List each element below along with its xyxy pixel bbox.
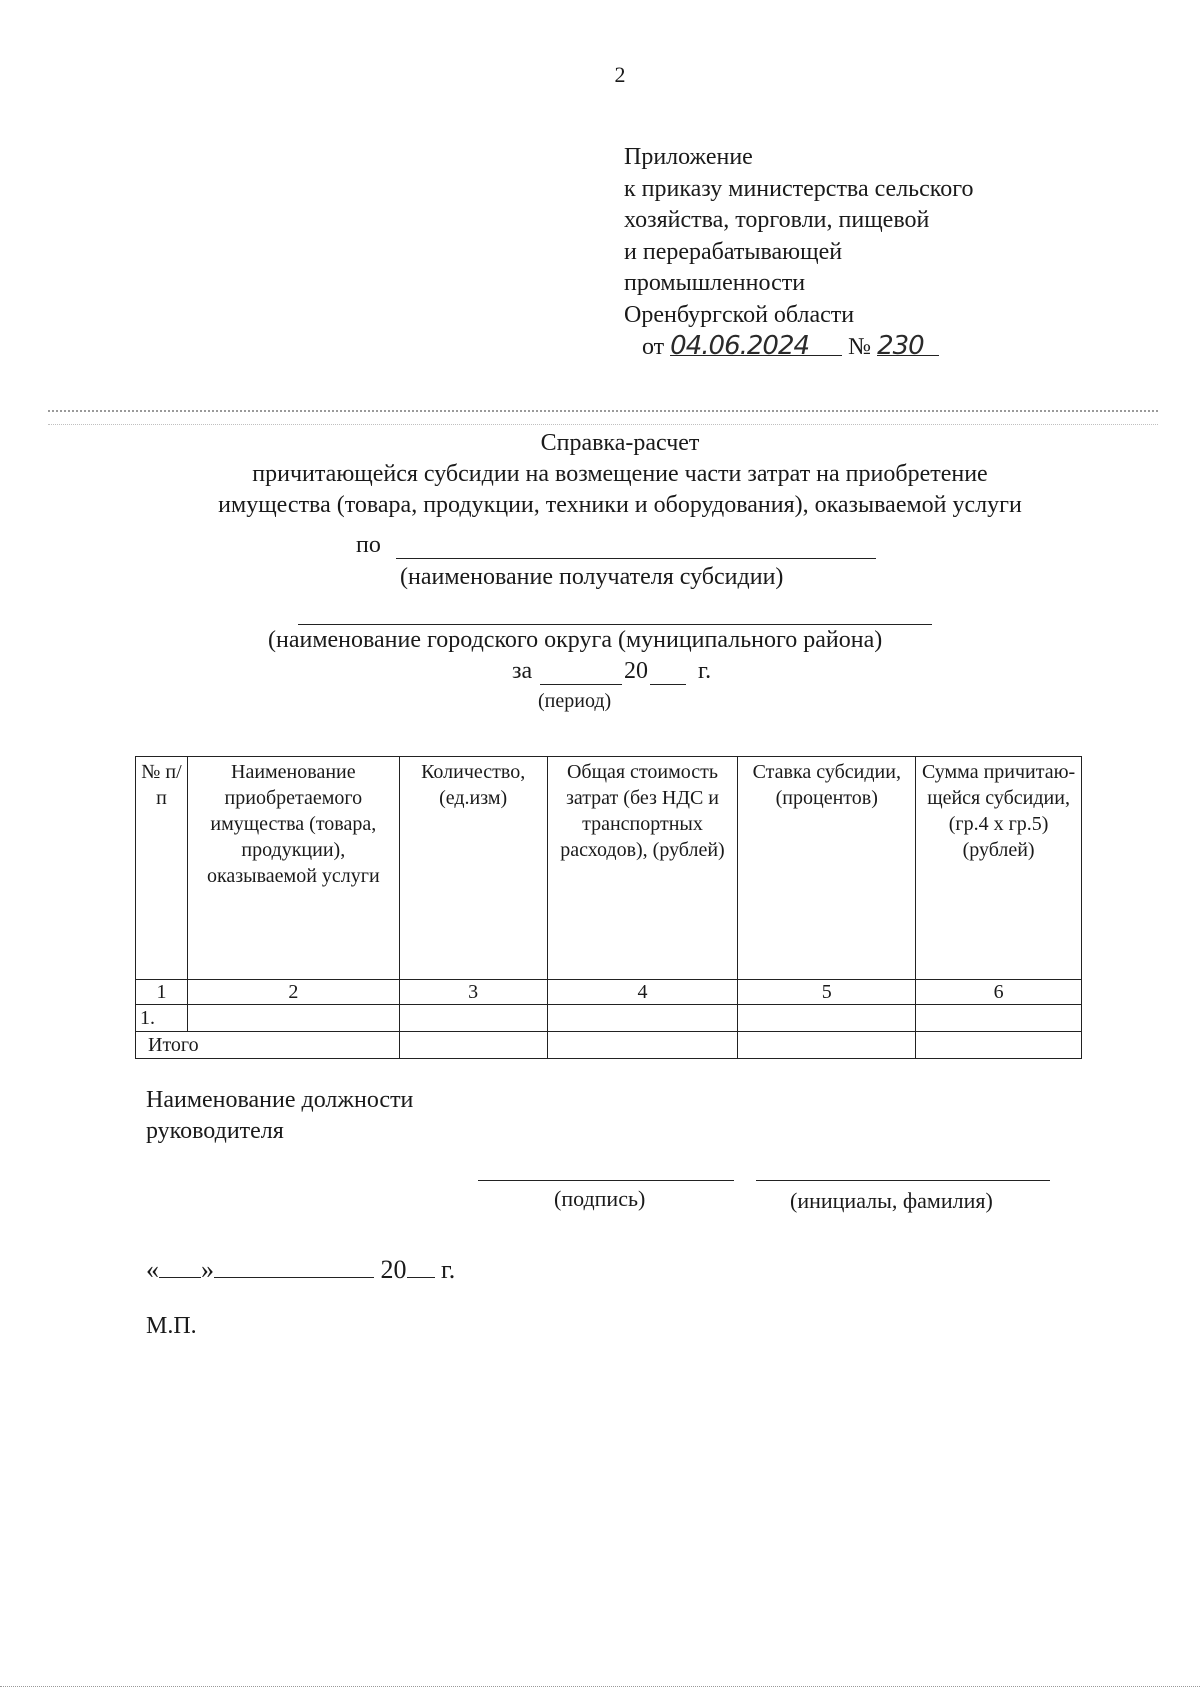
annex-date-value: 04.06.2024 xyxy=(670,331,842,356)
table-column-numbers-row xyxy=(136,980,1082,1005)
day-blank xyxy=(159,1253,201,1278)
recipient-line xyxy=(396,558,876,559)
annex-block xyxy=(624,142,973,364)
position-title-line: руководителя xyxy=(146,1118,284,1144)
name-caption: (инициалы, фамилия) xyxy=(790,1188,993,1213)
column-header-item-name: Наименование приобретаемого имущества (товара, продукции), оказываемой услуги xyxy=(187,757,399,980)
table-cell xyxy=(547,1005,738,1032)
separator-line xyxy=(48,424,1158,425)
date-open-quote: « xyxy=(146,1255,159,1284)
column-number: 2 xyxy=(187,980,399,1005)
stamp-place: М.П. xyxy=(146,1313,197,1339)
column-number: 6 xyxy=(916,980,1082,1005)
date-line xyxy=(146,1253,455,1285)
period-suffix: г. xyxy=(698,658,712,684)
column-header-total-cost: Общая стоимость затрат (без НДС и транспортных расходов), (рублей) xyxy=(547,757,738,980)
period-prefix: за xyxy=(512,658,533,684)
annex-line: хозяйства, торговли, пищевой xyxy=(624,207,930,233)
total-label: Итого xyxy=(136,1032,400,1059)
table-cell xyxy=(547,1032,738,1059)
separator-line xyxy=(48,410,1158,412)
table-row xyxy=(136,1005,1082,1032)
signature-line xyxy=(478,1180,734,1181)
signature-caption: (подпись) xyxy=(554,1186,646,1211)
period-year-prefix: 20 xyxy=(624,658,648,684)
table-cell xyxy=(187,1005,399,1032)
doc-subtitle-line: причитающейся субсидии на возмещение части затрат на приобретение xyxy=(252,461,988,487)
month-blank xyxy=(214,1253,374,1278)
position-title-line: Наименование должности xyxy=(146,1087,414,1113)
doc-title: Справка-расчет xyxy=(540,430,700,456)
annex-line: Приложение xyxy=(624,144,753,170)
annex-line: и перерабатывающей xyxy=(624,238,843,265)
column-header-subsidy-rate: Ставка субсидии, (процентов) xyxy=(738,757,916,980)
table-cell xyxy=(399,1005,547,1032)
period-caption: (период) xyxy=(538,690,612,712)
table-cell xyxy=(399,1032,547,1059)
table-cell xyxy=(916,1005,1082,1032)
column-number: 1 xyxy=(136,980,188,1005)
table-cell xyxy=(916,1032,1082,1059)
date-close-quote: » xyxy=(201,1255,214,1284)
recipient-caption: (наименование получателя субсидии) xyxy=(400,564,784,590)
year-blank xyxy=(407,1253,435,1278)
table-cell xyxy=(738,1005,916,1032)
date-year-prefix: 20 xyxy=(380,1255,407,1284)
bottom-edge-line xyxy=(0,1686,1200,1687)
district-caption: (наименование городского округа (муниципального района) xyxy=(268,627,883,653)
date-suffix: г. xyxy=(441,1255,456,1284)
annex-line: Оренбургской области xyxy=(624,301,855,328)
page-number: 2 xyxy=(614,62,626,87)
calculation-table xyxy=(135,756,1082,1059)
column-number: 5 xyxy=(738,980,916,1005)
column-header-subsidy-amount: Сумма причитаю-щейся субсидии, (гр.4 x гр.5) (рублей) xyxy=(916,757,1082,980)
doc-subtitle-line: имущества (товара, продукции, техники и оборудования), оказываемой услуги xyxy=(218,492,1022,518)
column-number: 4 xyxy=(547,980,738,1005)
annex-number-prefix: № xyxy=(848,334,872,360)
period-year-blank xyxy=(650,684,686,685)
row-number: 1. xyxy=(136,1005,188,1032)
column-header-quantity: Количество, (ед.изм) xyxy=(399,757,547,980)
district-line xyxy=(298,624,932,625)
annex-number-value: 230 xyxy=(877,331,939,356)
name-line xyxy=(756,1180,1050,1181)
recipient-prefix: по xyxy=(356,532,381,558)
column-number: 3 xyxy=(399,980,547,1005)
annex-date-line xyxy=(624,331,973,364)
annex-line: промышленности xyxy=(624,270,806,296)
period-blank xyxy=(540,684,622,685)
table-cell xyxy=(738,1032,916,1059)
annex-line: к приказу министерства сельского xyxy=(624,175,974,202)
table-total-row xyxy=(136,1032,1082,1059)
annex-date-prefix: от xyxy=(642,334,665,360)
column-header-number: № п/п xyxy=(136,757,188,980)
table-header-row xyxy=(136,757,1082,980)
